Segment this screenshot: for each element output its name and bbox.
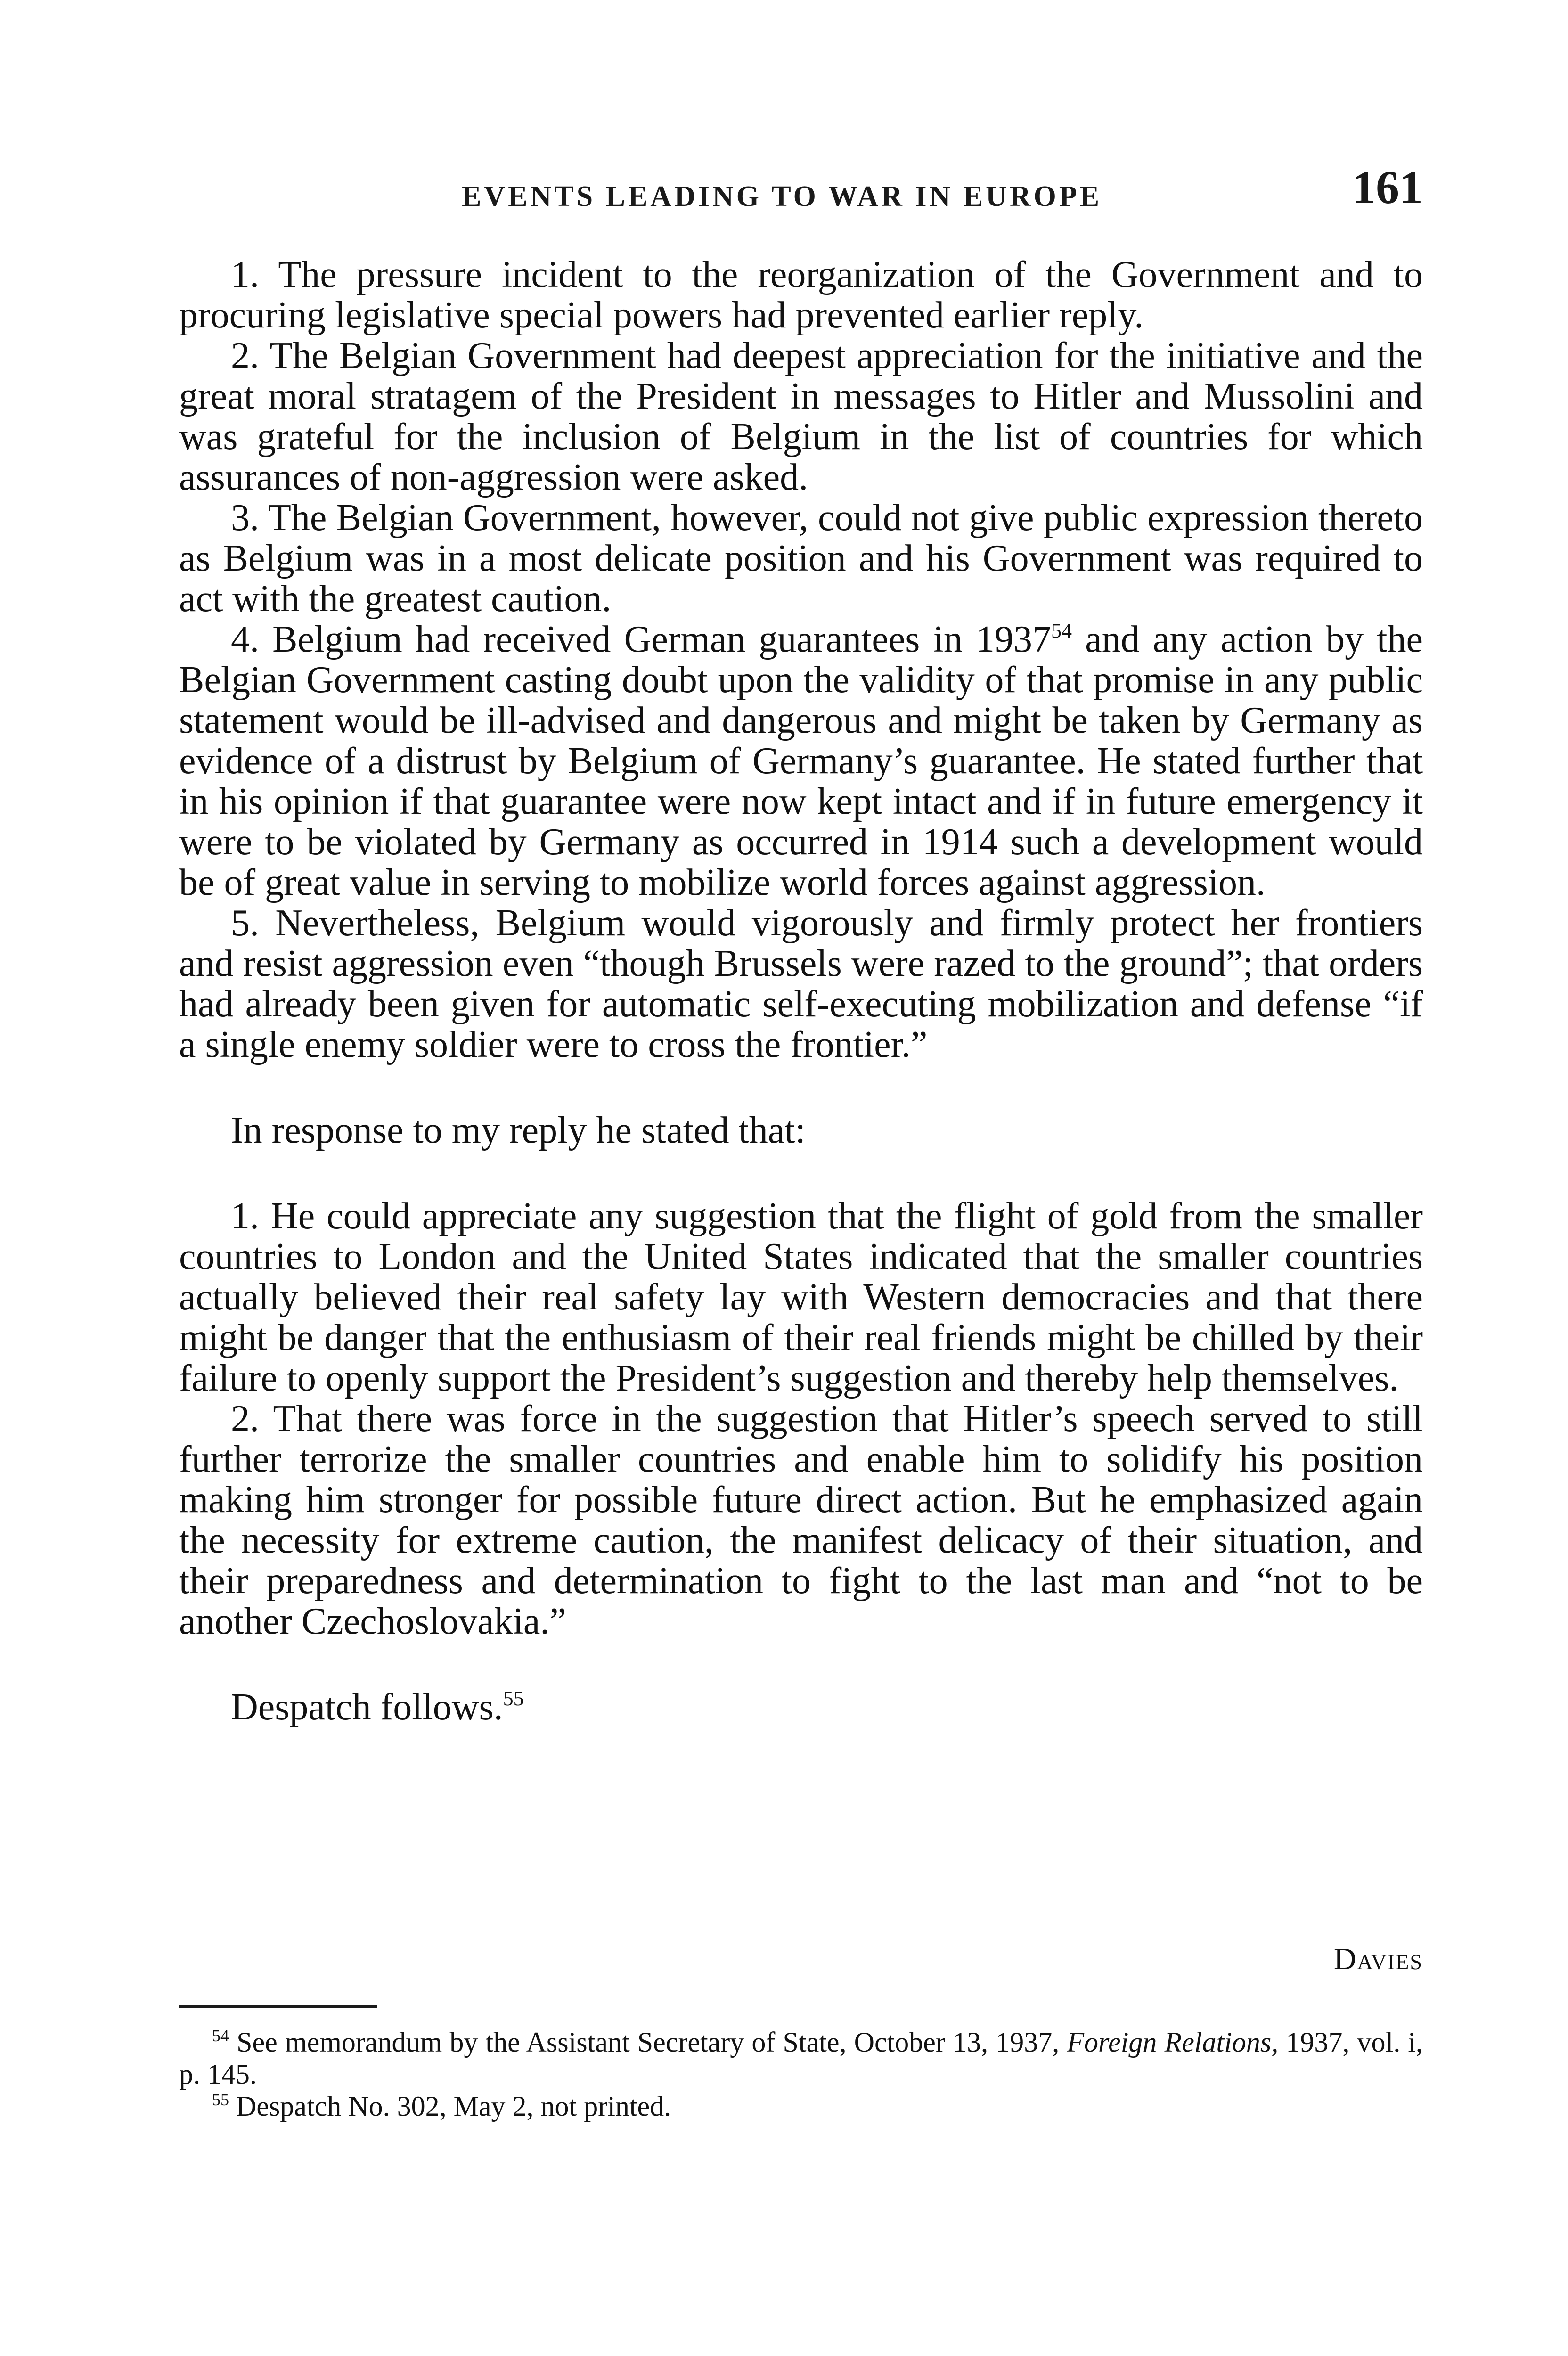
page-number: 161 <box>1352 161 1423 213</box>
paragraph-5: 5. Nevertheless, Belgium would vigorously and firmly protect her frontiers and resist aggression even “though Brussels were razed to the ground”; that orders had already been given for automatic self-executing mobilization and defense “if a single enemy soldier were to cross the frontier.” <box>179 902 1423 1065</box>
footnote-54 <box>179 2026 1423 2090</box>
running-title: EVENTS LEADING TO WAR IN EUROPE <box>462 180 1102 213</box>
footnote-54-text-a: See memorandum by the Assistant Secretary of State, October 13, 1937, <box>229 2027 1067 2058</box>
paragraph-4 <box>179 619 1423 903</box>
paragraph-4-start: 4. Belgium had received German guarantees in 1937 <box>231 619 1051 660</box>
paragraph-2: 2. The Belgian Government had deepest appreciation for the initiative and the great moral stratagem of the President in messages to Hitler and Mussolini and was grateful for the inclusion of Belgium in the list of countries for which assurances of non-aggression were asked. <box>179 335 1423 498</box>
despatch-text: Despatch follows. <box>231 1686 503 1728</box>
footnote-ref-55[interactable]: 55 <box>503 1687 524 1710</box>
paragraph-4-end: and any action by the Belgian Government casting doubt upon the validity of that promise in any public statement would be ill-advised and dangerous and might be taken by Germany as evidence of a distrust by Belgium of Germany’s guarantee. He stated further that in his opinion if that guarantee were now kept intact and if in future emergency it were to be violated by Germany as occurred in 1914 such a development would be of great value in serving to mobilize world forces against aggression. <box>179 619 1423 903</box>
paragraph-1: 1. The pressure incident to the reorganization of the Government and to procuring legislative special powers had prevented earlier reply. <box>179 254 1423 336</box>
response-intro: In response to my reply he stated that: <box>231 1110 806 1151</box>
despatch-line <box>179 1687 1423 1727</box>
footnote-54-italic: Foreign Relations, <box>1067 2027 1279 2058</box>
footnotes <box>179 2026 1423 2122</box>
footnote-54-text-b: 1937, vol. i, p. 145. <box>179 2027 1423 2090</box>
footnote-marker-55: 55 <box>212 2090 229 2109</box>
footnote-marker-54: 54 <box>212 2026 229 2045</box>
response-1: 1. He could appreciate any suggestion that the flight of gold from the smaller countries to London and the United States indicated that the smaller countries actually believed their real safety lay with Western democracies and that there might be danger that the enthusiasm of their real friends might be chilled by their failure to openly support the President’s suggestion and thereby help themselves. <box>179 1195 1423 1399</box>
footnote-ref-54[interactable]: 54 <box>1051 619 1072 642</box>
footnote-divider <box>179 2005 377 2008</box>
paragraph-3: 3. The Belgian Government, however, could not give public expression thereto as Belgium was in a most delicate position and his Government was required to act with the greatest caution. <box>179 497 1423 620</box>
body-text <box>179 254 1423 1727</box>
signature <box>1334 1941 1423 1977</box>
response-2: 2. That there was force in the suggestion that Hitler’s speech served to still further terrorize the smaller countries and enable him to solidify his position making him stronger for possible future direct action. But he emphasized again the necessity for extreme caution, the manifest delicacy of their situation, and their preparedness and determination to fight to the last man and “not to be another Czechoslovakia.” <box>179 1398 1423 1642</box>
signature-text: Davies <box>1333 1942 1423 1976</box>
page-header <box>179 160 1423 231</box>
footnote-55-text: Despatch No. 302, May 2, not printed. <box>229 2091 671 2122</box>
footnote-55 <box>179 2090 1423 2122</box>
